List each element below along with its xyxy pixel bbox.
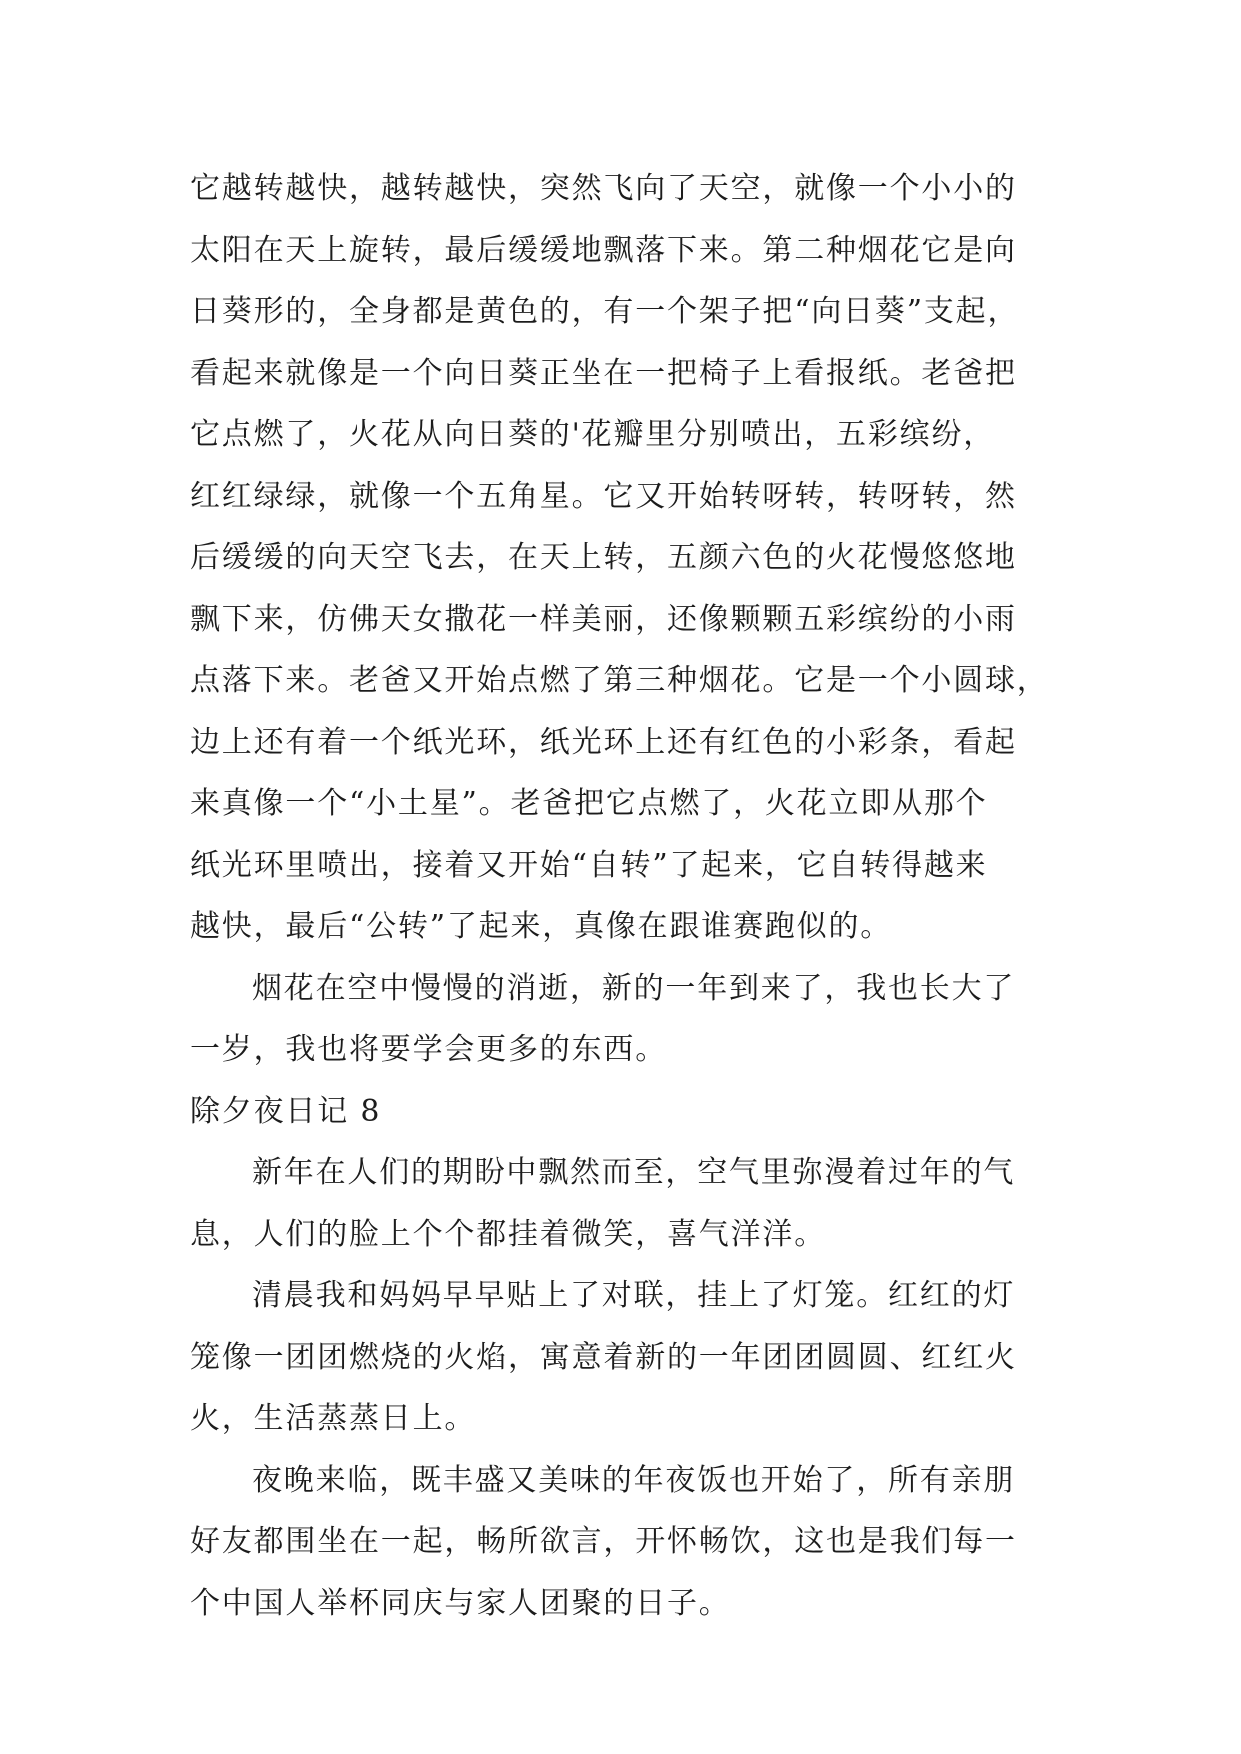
text-line: 点落下来。老爸又开始点燃了第三种烟花。它是一个小圆球， bbox=[190, 663, 1049, 698]
text-line: 来真像一个“小土星”。老爸把它点燃了，火花立即从那个 bbox=[190, 786, 988, 821]
text-line: 边上还有着一个纸光环，纸光环上还有红色的小彩条，看起 bbox=[190, 724, 1017, 760]
text-line: 日葵形的，全身都是黄色的，有一个架子把“向日葵”支起， bbox=[190, 294, 1020, 329]
text-line: 火，生活蒸蒸日上。 bbox=[190, 1401, 477, 1436]
text-line: 越快，最后“公转”了起来，真像在跟谁赛跑似的。 bbox=[190, 909, 893, 944]
text-line: 好友都围坐在一起，畅所欲言，开怀畅饮，这也是我们每一 bbox=[190, 1524, 1017, 1559]
text-line: 红红绿绿，就像一个五角星。它又开始转呀转，转呀转，然 bbox=[190, 478, 1017, 514]
document-body bbox=[190, 158, 1070, 1634]
text-line: 纸光环里喷出，接着又开始“自转”了起来，它自转得越来 bbox=[190, 847, 988, 883]
text-line: 夜晚来临，既丰盛又美味的年夜饭也开始了，所有亲朋 bbox=[252, 1462, 1016, 1498]
text-line: 太阳在天上旋转，最后缓缓地飘落下来。第二种烟花它是向 bbox=[190, 232, 1017, 268]
text-line: 后缓缓的向天空飞去，在天上转，五颜六色的火花慢悠悠地 bbox=[190, 540, 1017, 575]
section-heading: 除夕夜日记 8 bbox=[190, 1093, 382, 1129]
text-line: 新年在人们的期盼中飘然而至，空气里弥漫着过年的气 bbox=[252, 1155, 1016, 1190]
text-line: 它点燃了，火花从向日葵的'花瓣里分别喷出，五彩缤纷， bbox=[190, 417, 996, 452]
text-line: 看起来就像是一个向日葵正坐在一把椅子上看报纸。老爸把 bbox=[190, 355, 1017, 391]
text-line: 清晨我和妈妈早早贴上了对联，挂上了灯笼。红红的灯 bbox=[252, 1278, 1016, 1313]
text-line: 它越转越快，越转越快，突然飞向了天空，就像一个小小的 bbox=[190, 171, 1017, 206]
text-line: 烟花在空中慢慢的消逝，新的一年到来了，我也长大了 bbox=[252, 970, 1016, 1006]
text-line: 笼像一团团燃烧的火焰，寓意着新的一年团团圆圆、红红火 bbox=[190, 1339, 1017, 1375]
text-line: 一岁，我也将要学会更多的东西。 bbox=[190, 1032, 667, 1067]
text-line: 息，人们的脸上个个都挂着微笑，喜气洋洋。 bbox=[190, 1216, 826, 1252]
text-line: 个中国人举杯同庆与家人团聚的日子。 bbox=[190, 1585, 731, 1621]
text-line: 飘下来，仿佛天女撒花一样美丽，还像颗颗五彩缤纷的小雨 bbox=[190, 601, 1017, 637]
